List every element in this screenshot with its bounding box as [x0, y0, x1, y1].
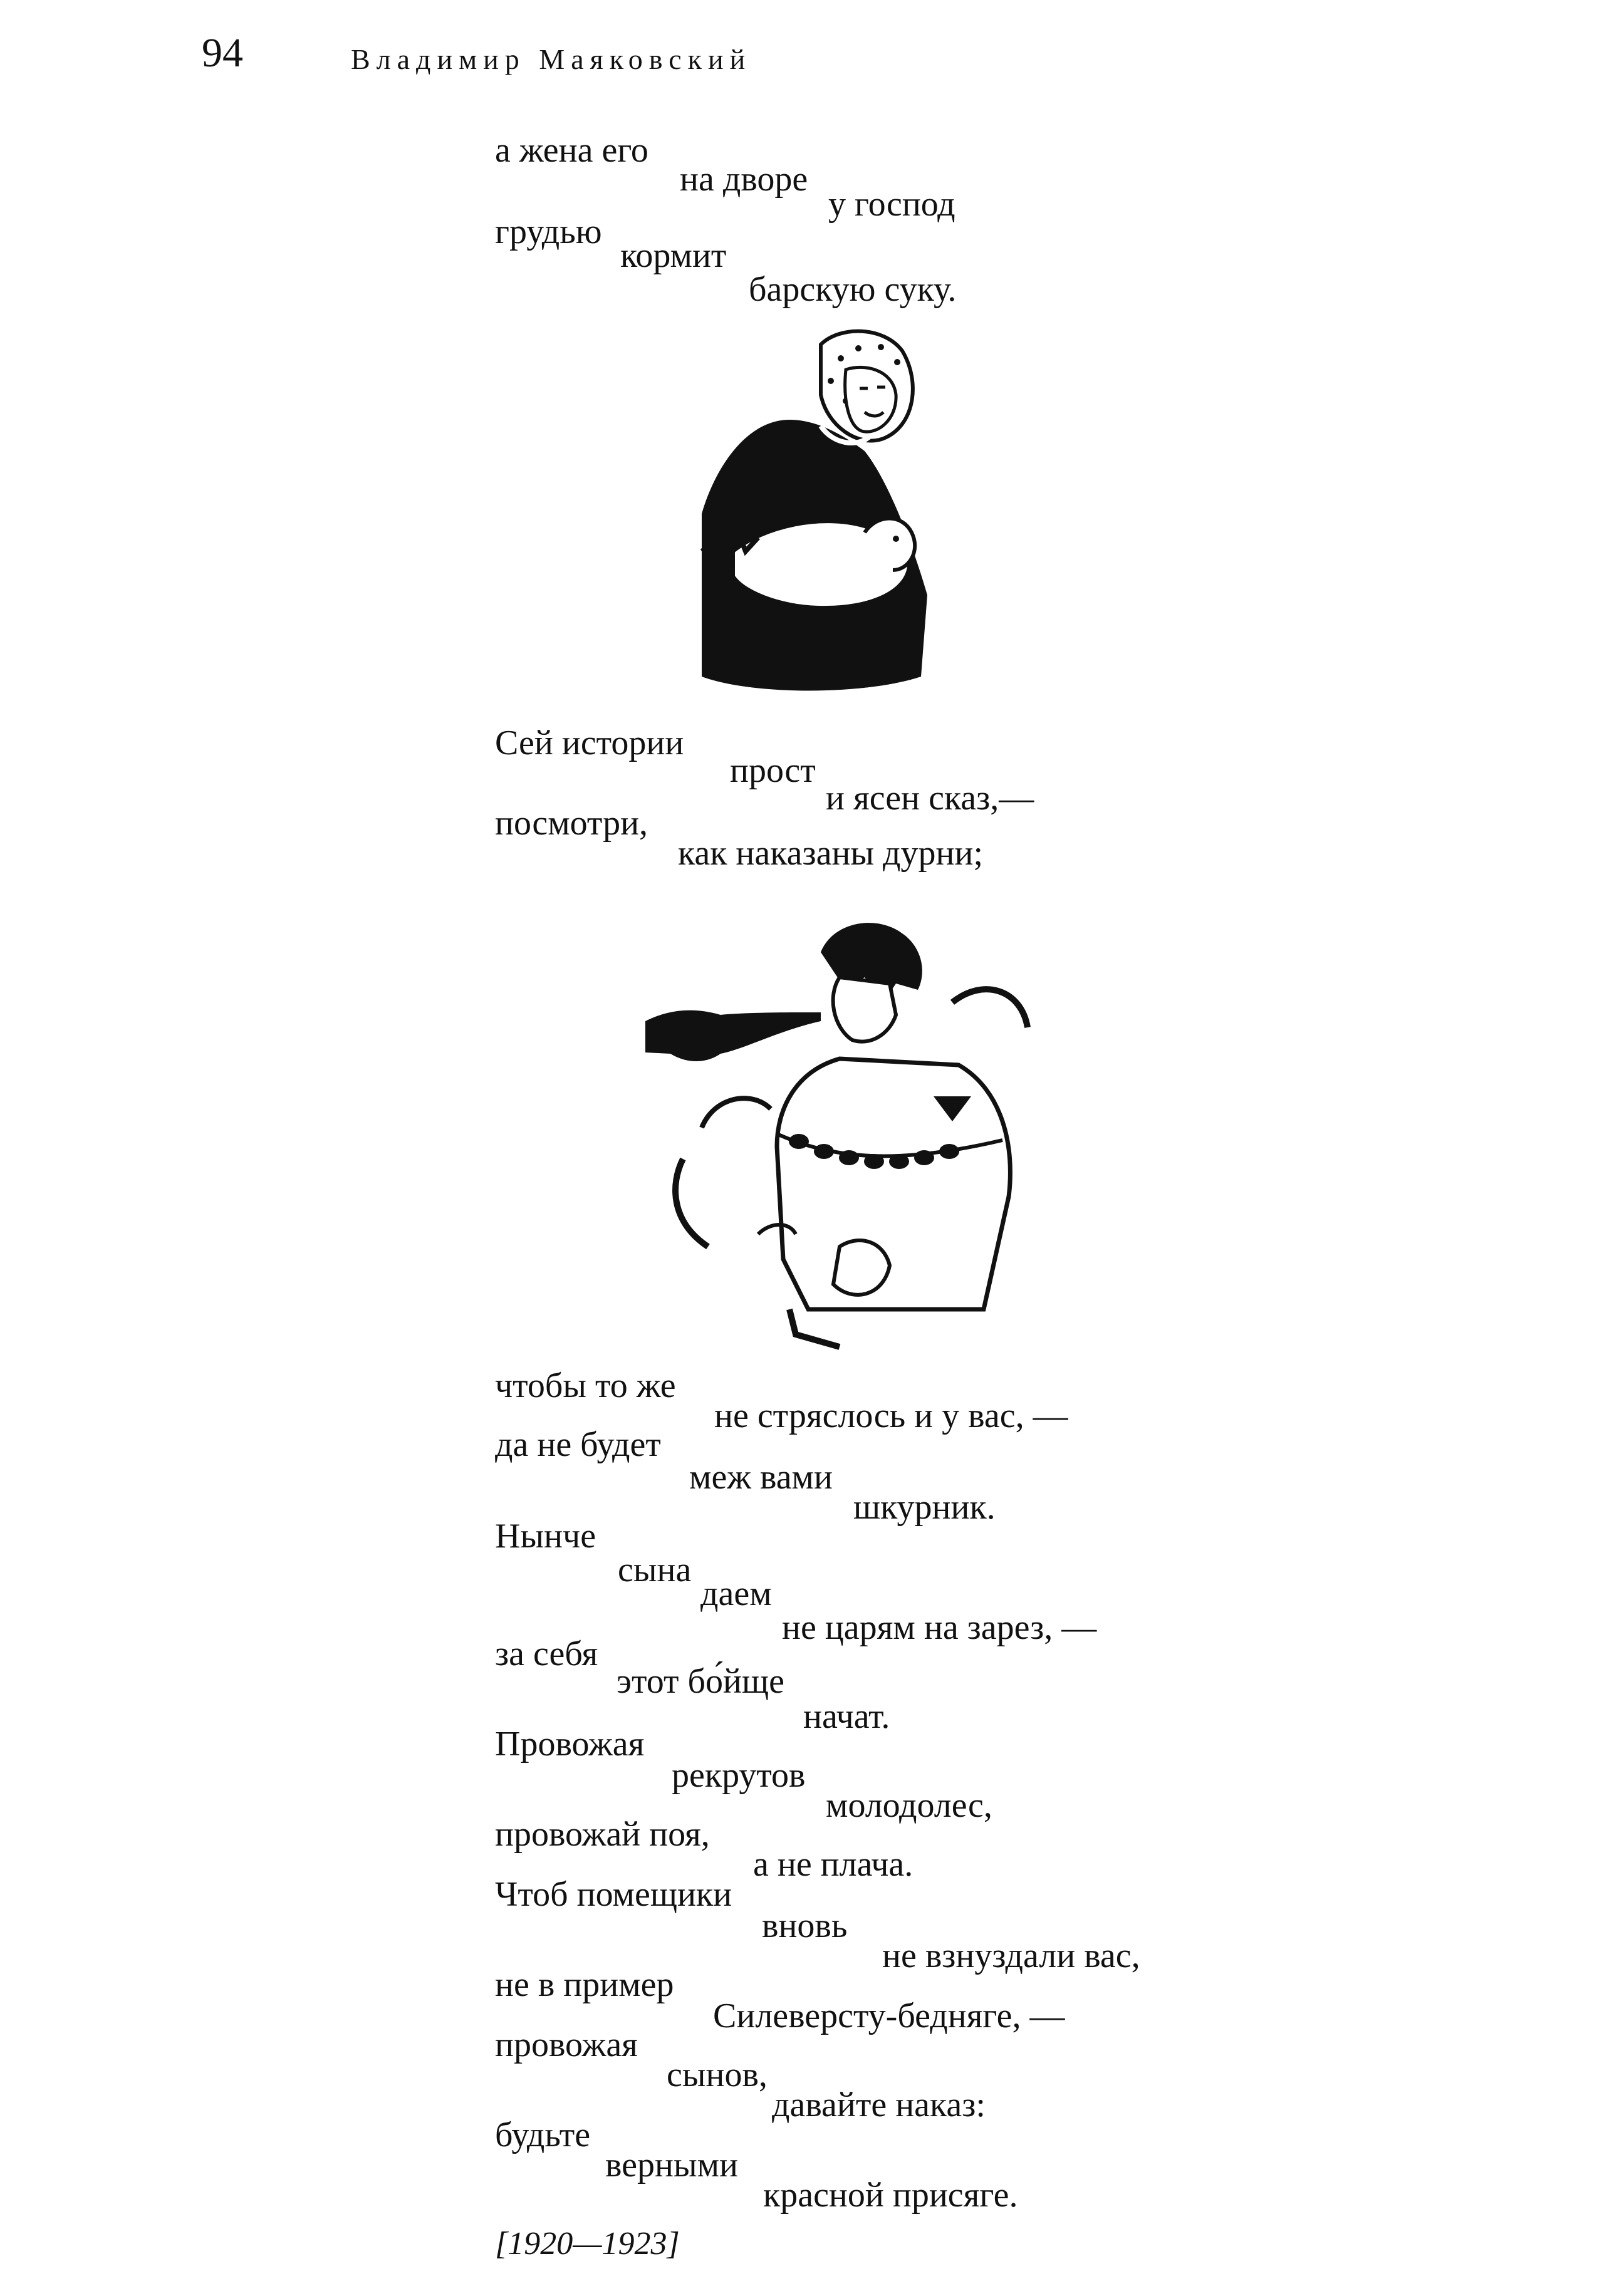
poem-line: Чтоб помещики: [495, 1875, 732, 1914]
running-head: Владимир Маяковский: [351, 43, 752, 75]
poem-line: не царям на зарез, —: [782, 1608, 1097, 1647]
poem-line: Провожая: [495, 1725, 645, 1764]
poem-line: молодолес,: [826, 1786, 992, 1825]
poem-line: не взнуздали вас,: [882, 1936, 1140, 1975]
poem-line: и ясен сказ,—: [826, 779, 1034, 818]
poem-line: начат.: [803, 1697, 890, 1736]
poem-line: чтобы то же: [495, 1366, 676, 1405]
poem-line: даем: [700, 1574, 772, 1613]
poem-line: у господ: [828, 185, 955, 224]
poem-line: шкурник.: [853, 1488, 996, 1527]
poem-line: Сей истории: [495, 724, 684, 762]
poem-line: вновь: [762, 1906, 848, 1945]
poem-line: будьте: [495, 2116, 591, 2154]
poem-line: прост: [730, 751, 816, 790]
poem-date: [1920—1923]: [495, 2226, 680, 2262]
poem-line: меж вами: [689, 1458, 833, 1497]
poem-line: сынов,: [667, 2055, 768, 2094]
poem-line: сына: [618, 1551, 692, 1589]
poem-line: а не плача.: [753, 1845, 914, 1884]
poem-line: Силеверсту-бедняге, —: [713, 1997, 1065, 2035]
poem-line: Нынче: [495, 1517, 596, 1556]
poem-line: барскую суку.: [749, 270, 957, 309]
poem-line: рекрутов: [672, 1756, 806, 1795]
poem-line: грудью: [495, 212, 602, 251]
woman-nursing-illustration: [677, 326, 940, 702]
poem-line: этот бо́йще: [617, 1662, 784, 1701]
poem-line: за себя: [495, 1634, 598, 1673]
poem-line: посмотри,: [495, 804, 648, 843]
poem-line: провожая: [495, 2025, 638, 2064]
poem-line: на дворе: [680, 160, 808, 199]
poem-line: верными: [605, 2146, 738, 2184]
poem-line: красной присяге.: [763, 2176, 1018, 2215]
poem-line: давайте наказ:: [772, 2086, 986, 2124]
poem-line: да не будет: [495, 1425, 661, 1464]
poem-line: провожай поя,: [495, 1815, 710, 1854]
recruit-illustration: [633, 908, 1084, 1359]
poem-line: кормит: [620, 236, 727, 275]
poem-line: а жена его: [495, 131, 648, 170]
page-number: 94: [202, 30, 243, 76]
poem-line: не в пример: [495, 1965, 674, 2004]
poem-line: как наказаны дурни;: [678, 834, 984, 873]
poem-line: не стряслось и у вас, —: [714, 1396, 1068, 1435]
